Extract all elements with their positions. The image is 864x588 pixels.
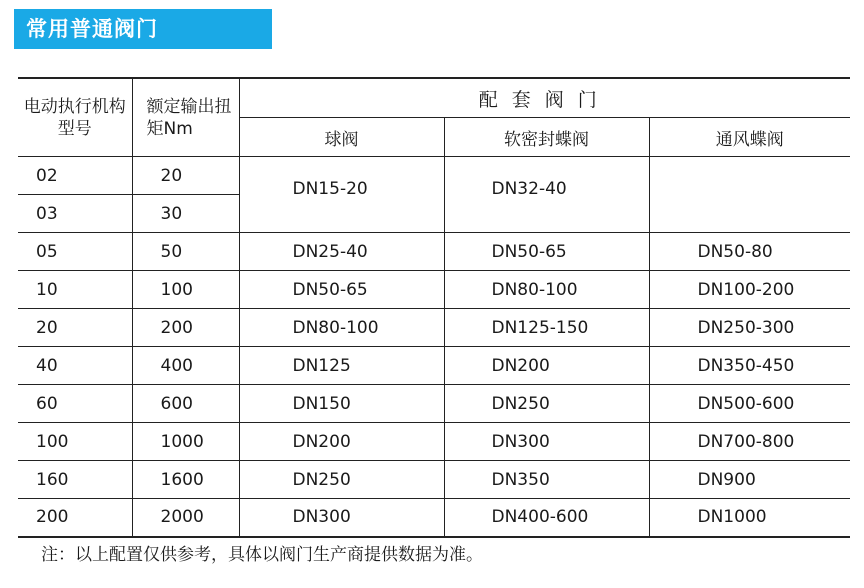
vent-cell (649, 157, 850, 233)
torque-cell: 1000 (132, 423, 239, 461)
table-row (18, 385, 850, 423)
model-cell: 05 (18, 233, 132, 271)
header-ball-valve: 球阀 (239, 118, 444, 157)
table-row (18, 423, 850, 461)
ball-valve-cell: DN15-20 (239, 157, 444, 233)
vent-cell: DN350-450 (649, 347, 850, 385)
vent-cell: DN1000 (649, 499, 850, 537)
vent-cell: DN700-800 (649, 423, 850, 461)
vent-cell: DN50-80 (649, 233, 850, 271)
soft-seal-cell: DN50-65 (444, 233, 649, 271)
ball-valve-cell: DN250 (239, 461, 444, 499)
vent-cell: DN500-600 (649, 385, 850, 423)
model-cell: 200 (18, 499, 132, 537)
vent-cell: DN900 (649, 461, 850, 499)
torque-cell: 600 (132, 385, 239, 423)
soft-seal-cell: DN80-100 (444, 271, 649, 309)
soft-seal-cell: DN125-150 (444, 309, 649, 347)
table-row (18, 309, 850, 347)
model-cell: 100 (18, 423, 132, 461)
model-cell: 160 (18, 461, 132, 499)
header-valve-group: 配套阀门 (239, 78, 850, 118)
soft-seal-cell: DN350 (444, 461, 649, 499)
torque-cell: 200 (132, 309, 239, 347)
ball-valve-cell: DN50-65 (239, 271, 444, 309)
header-model: 电动执行机构型号 (18, 78, 132, 157)
model-cell: 20 (18, 309, 132, 347)
soft-seal-cell: DN250 (444, 385, 649, 423)
torque-cell: 100 (132, 271, 239, 309)
footnote: 注：以上配置仅供参考，具体以阀门生产商提供数据为准。 (41, 545, 483, 565)
model-cell: 10 (18, 271, 132, 309)
vent-cell: DN100-200 (649, 271, 850, 309)
model-cell: 60 (18, 385, 132, 423)
soft-seal-cell: DN200 (444, 347, 649, 385)
torque-cell: 50 (132, 233, 239, 271)
soft-seal-cell: DN400-600 (444, 499, 649, 537)
ball-valve-cell: DN25-40 (239, 233, 444, 271)
table-row (18, 461, 850, 499)
soft-seal-cell: DN32-40 (444, 157, 649, 233)
section-title: 常用普通阀门 (26, 17, 158, 41)
model-cell: 03 (18, 195, 132, 233)
ball-valve-cell: DN150 (239, 385, 444, 423)
header-soft-seal-butterfly: 软密封蝶阀 (444, 118, 649, 157)
ball-valve-cell: DN200 (239, 423, 444, 461)
torque-cell: 20 (132, 157, 239, 195)
torque-cell: 1600 (132, 461, 239, 499)
soft-seal-cell: DN300 (444, 423, 649, 461)
model-cell: 40 (18, 347, 132, 385)
vent-cell: DN250-300 (649, 309, 850, 347)
table-row (18, 233, 850, 271)
model-cell: 02 (18, 157, 132, 195)
table-row (18, 499, 850, 537)
table-row (18, 271, 850, 309)
table-row (18, 347, 850, 385)
table-row (18, 157, 850, 195)
valve-table (18, 77, 850, 538)
torque-cell: 400 (132, 347, 239, 385)
ball-valve-cell: DN300 (239, 499, 444, 537)
torque-cell: 2000 (132, 499, 239, 537)
torque-cell: 30 (132, 195, 239, 233)
ball-valve-cell: DN80-100 (239, 309, 444, 347)
header-torque: 额定输出扭矩Nm (132, 78, 239, 157)
ball-valve-cell: DN125 (239, 347, 444, 385)
header-vent-butterfly: 通风蝶阀 (715, 129, 784, 150)
